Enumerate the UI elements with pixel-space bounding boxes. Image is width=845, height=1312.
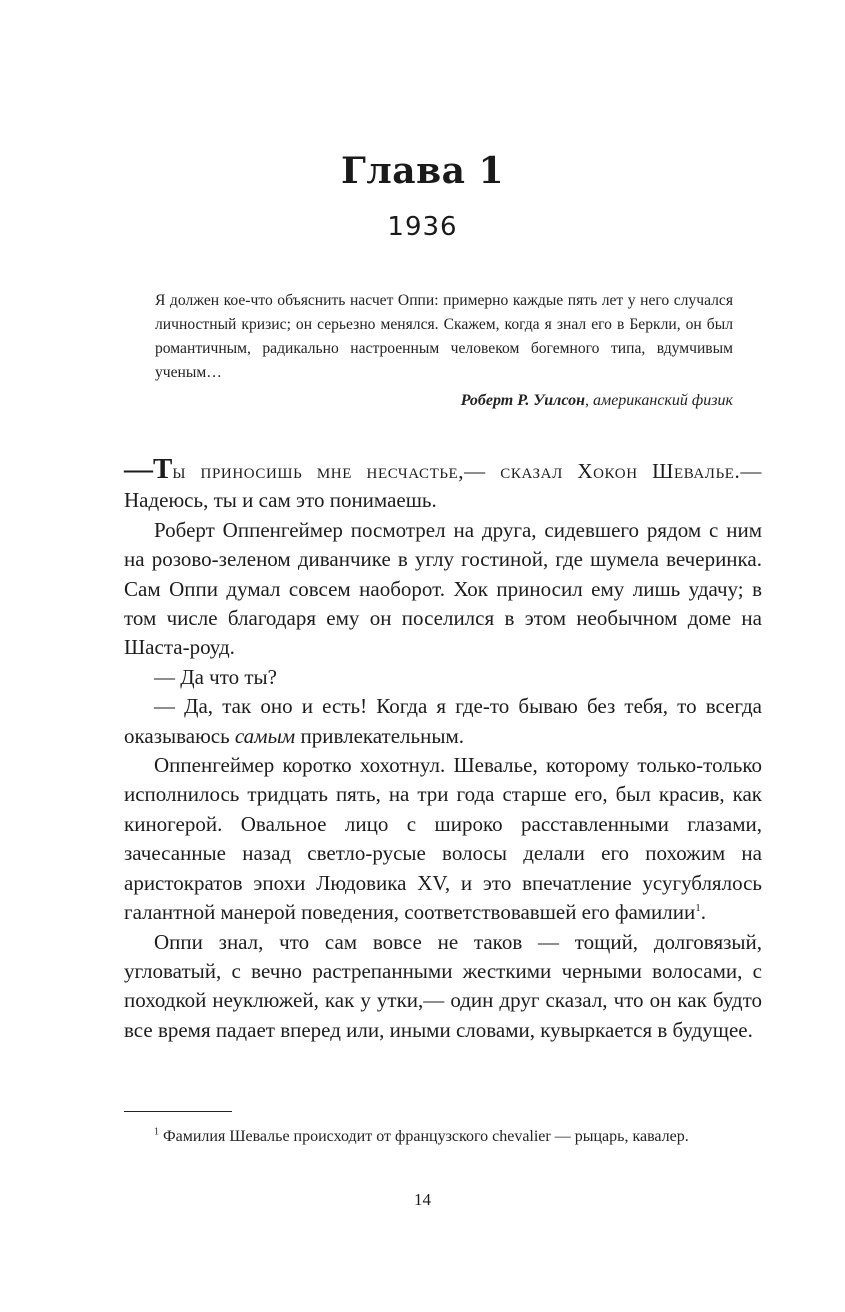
- footnote-text: Фамилия Шевалье происходит от французского chevalier — рыцарь, кавалер.: [159, 1128, 689, 1145]
- paragraph-1-rest: Надеюсь, ты и сам это понимаешь.: [124, 488, 437, 513]
- paragraph-2: Роберт Оппенгеймер посмотрел на друга, сидевшего рядом с ним на розово-зеленом диванчике в углу гостиной, где шумела вечеринка. Сам Оппи думал совсем наоборот. Хок приносил ему лишь удачу; в том числе благодаря ему он поселился в этом необычном доме на Шаста-роуд.: [124, 517, 762, 660]
- footnote-divider: [124, 1111, 232, 1112]
- paragraph-4-emphasis: самым: [234, 723, 296, 748]
- footnote-marker: 1: [154, 1126, 159, 1138]
- paragraph-1: [124, 455, 762, 516]
- paragraph-5-text: Оппенгеймер коротко хохотнул. Шевалье, которому только-только исполнилось тридцать пять, на три года старше его, был красив, как киногерой. Овальное лицо с широко расставленными глазами, зачесанные назад светло-русые волосы делали его похожим на аристократов эпохи Людовика XV, и это впечатление усугублялось галантной манерой поведения, соответствовавшей его фамилии: [124, 753, 762, 925]
- chapter-year: 1936: [387, 212, 458, 242]
- paragraph-5: [124, 751, 762, 927]
- epigraph-text: Я должен кое-что объяснить насчет Оппи: примерно каждые пять лет у него случался личностный кризис; он серьезно менялся. Скажем, когда я знал его в Беркли, он был романтичным, радикально настроенным человеком богемного типа, вдумчивым ученым…: [155, 292, 733, 381]
- paragraph-4-before: — Да, так оно и есть! Когда я где-то бываю без тебя, то всегда оказываюсь: [124, 694, 762, 748]
- epigraph-author: Роберт Р. Уилсон: [460, 392, 585, 409]
- page-number: 14: [414, 1190, 431, 1209]
- footnote-paragraph: [124, 1124, 762, 1149]
- paragraph-1-smallcaps: ы приносишь мне несчастье,— сказал Хокон Шевалье.—: [172, 459, 762, 483]
- paragraph-4-after: привлекательным.: [295, 723, 464, 748]
- paragraph-3: — Да что ты?: [154, 664, 277, 689]
- paragraph-1-dash: —: [124, 453, 153, 485]
- chapter-title: Глава 1: [341, 150, 504, 192]
- drop-cap: Т: [153, 453, 173, 485]
- chapter-body: [124, 455, 762, 1045]
- paragraph-5-end: .: [700, 900, 707, 925]
- paragraph-4: [124, 692, 762, 751]
- footnote-reference[interactable]: 1: [695, 902, 701, 915]
- epigraph: [155, 289, 733, 413]
- paragraph-6: Оппи знал, что сам вовсе не таков — тощий, долговязый, угловатый, с вечно растрепанными жесткими черными волосами, с походкой неуклюжей, как у утки,— один друг сказал, что он как будто все время падает вперед или, иными словами, кувыркается в будущее.: [124, 929, 762, 1042]
- epigraph-attribution: [155, 389, 733, 413]
- epigraph-author-role: , американский физик: [584, 392, 733, 409]
- footnote: [124, 1124, 762, 1149]
